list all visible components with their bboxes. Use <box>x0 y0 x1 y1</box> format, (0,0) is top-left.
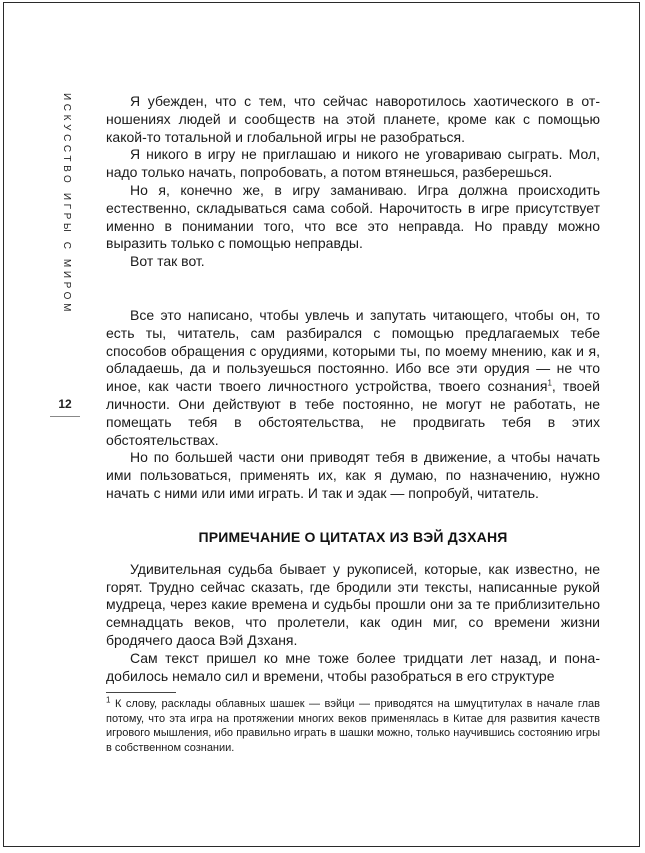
paragraph-8: Сам текст пришел ко мне тоже более тридцати лет назад, и понадобилось немало сил и времени, чтобы разобраться в его структуре <box>106 649 600 684</box>
footnote <box>106 697 600 755</box>
paragraph-6: Но по большей части они приводят тебя в движение, а чтобы начать ими пользоваться, применять их, как я думаю, по назначению, нужно начать с ними или ими играть. И так и эдак — попробуй, читатель. <box>106 449 600 501</box>
main-text <box>106 93 600 685</box>
paragraph-2: Я никого в игру не приглашаю и никого не уговариваю сыграть. Мол, надо только начать, попробовать, а потом втянешься, разберешься. <box>106 146 600 181</box>
paragraph-5-end: , твоей личности. Они действуют в тебе постоянно, не могут не работать, не помещать тебя в обстоятельства, не продвигать тебя в этих обстоятельствах. <box>106 378 600 448</box>
footnote-rule <box>106 692 176 693</box>
paragraph-4: Вот так вот. <box>130 253 205 270</box>
running-head: ИСКУССТВО ИГРЫ С МИРОМ <box>61 93 72 315</box>
paragraph-1: Я убежден, что с тем, что сейчас наворотилось хаотического в отношениях людей и сообществ на этой планете, кроме как с помощью какой-то тотальной и глобальной игры не разобраться. <box>106 93 600 145</box>
paragraph-5-start: Все это написано, чтобы увлечь и запутать читающего, чтобы он, то есть ты, читатель, сам разбирался с помощью предлагаемых тебе способов обращения с орудиями, которыми ты, по моему мнению, как и я, обладаешь, да и пользуешься постоянно. Ибо все эти орудия — не что иное, как части твоего личностного устройства, твоего сознания <box>106 306 600 395</box>
footnote-reference[interactable]: 1 <box>547 378 552 388</box>
paragraph-7: Удивительная судьба бывает у рукописей, которые, как известно, не горят. Трудно сейчас сказать, где бродили эти тексты, написанные рукой мудреца, через какие времена и судьбы прошли они за те приблизительно семнадцать веков, что пролетели, как один миг, со времени жизни бродячего даоса Вэй Дзханя. <box>106 560 600 648</box>
paragraph-5 <box>106 307 600 449</box>
page-number-rule <box>50 416 80 417</box>
section-spacer <box>106 271 600 307</box>
section-heading: ПРИМЕЧАНИЕ О ЦИТАТАХ ИЗ ВЭЙ ДЗХАНЯ <box>198 528 508 545</box>
footnote-text: К слову, расклады облавных шашек — вэйци — приводятся на шмуцтитулах в начале глав потому, что эта игра на протяжении многих веков применялась в Китае для развития качеств игрового мышления, ибо правильно играть в шашки можно, только научившись состоянию игры в собственном сознании. <box>106 698 600 754</box>
paragraph-3: Но я, конечно же, в игру заманиваю. Игра должна происходить естественно, складываться сама собой. Нарочитость в игре присутствует именно в понимании того, что все это неправда. Но правду можно выразить только с помощью неправды. <box>106 181 600 252</box>
footnote-mark: 1 <box>106 695 111 705</box>
page-number: 12 <box>58 397 72 411</box>
